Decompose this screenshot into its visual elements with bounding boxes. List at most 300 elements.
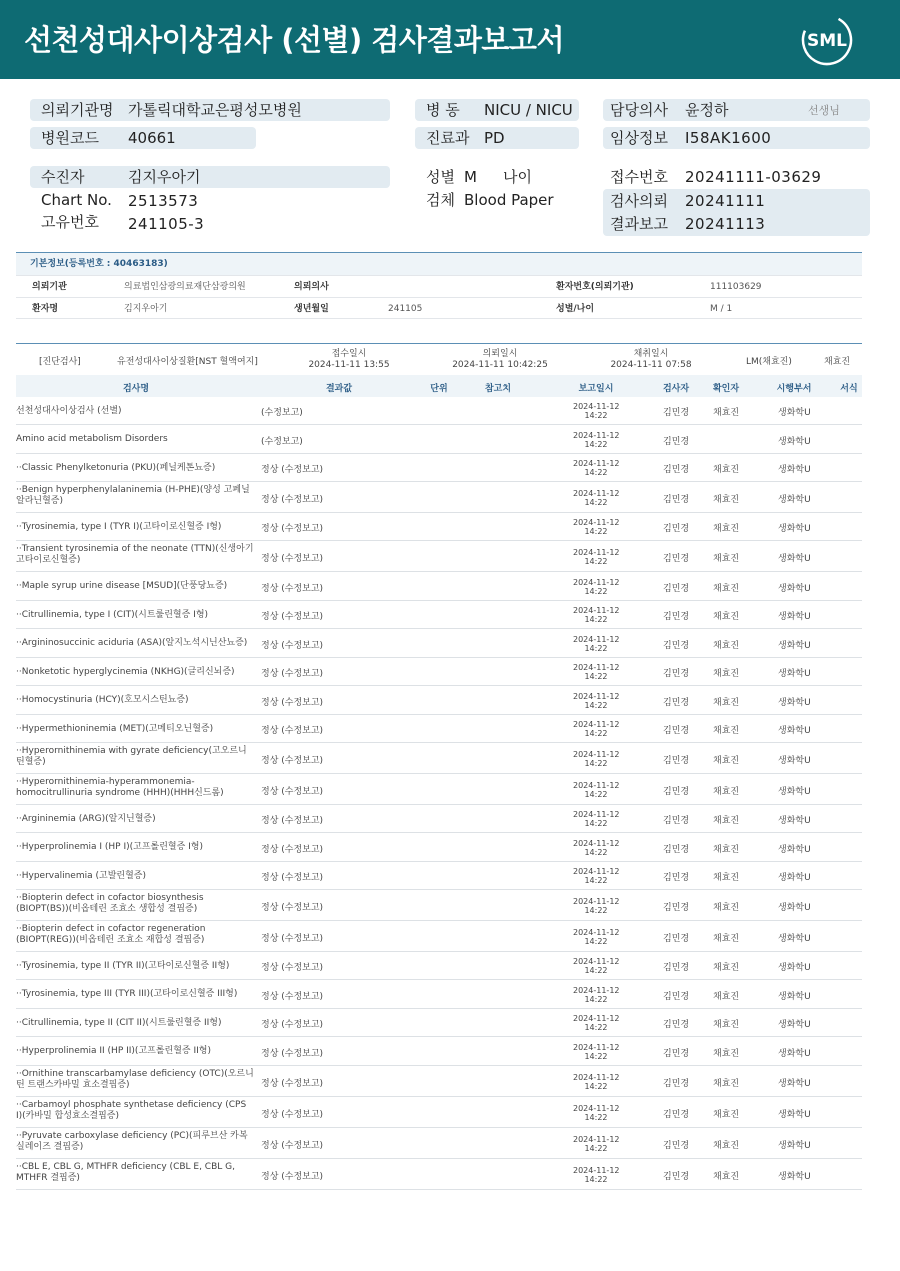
- cell-result: 정상 (수정보고): [261, 726, 324, 736]
- unique-label: 고유번호: [41, 213, 99, 231]
- basic-patno-value: 111103629: [710, 282, 762, 292]
- cell-department: 생화학U: [778, 697, 811, 708]
- cell-department: 생화학U: [778, 408, 811, 418]
- cell-tester: 김민경: [663, 697, 690, 708]
- cell-tester: 김민경: [663, 902, 690, 913]
- cell-test-name: ··Citrullinemia, type II (CIT II)(시트룰린혈증 II형): [16, 1018, 222, 1028]
- report-time: 14:22: [584, 556, 608, 566]
- cell-report-date: [573, 1073, 619, 1091]
- cell-confirmer: 채효진: [713, 640, 740, 651]
- reporter-value: 채효진: [824, 357, 851, 367]
- cell-confirmer: 채효진: [713, 873, 740, 883]
- cell-result: 정상 (수정보고): [261, 465, 324, 475]
- cell-test-name: ··Biopterin defect in cofactor regeneration (BIOPT(REG))(비옵테린 조효소 재합성 결핍증): [16, 924, 206, 945]
- report-time: 14:22: [584, 905, 608, 915]
- cell-confirmer: 채효진: [713, 1171, 740, 1182]
- report-date: 2024-11-12: [573, 430, 620, 440]
- table-row: [16, 629, 862, 658]
- report-date: 2024-11-12: [573, 634, 620, 644]
- table-row: [16, 1159, 862, 1190]
- cell-confirmer: 채효진: [713, 755, 740, 766]
- report-date: 2024-11-12: [573, 838, 620, 848]
- report-time: 14:22: [584, 819, 608, 828]
- cell-department: 생화학U: [778, 612, 811, 622]
- cell-report-date: [573, 548, 619, 566]
- cell-result: 정상 (수정보고): [261, 991, 324, 1002]
- cell-tester: 김민경: [663, 408, 690, 418]
- cell-department: 생화학U: [778, 583, 811, 594]
- cell-tester: 김민경: [663, 786, 690, 797]
- cell-department: 생화학U: [778, 816, 811, 826]
- cell-test-name: ··Hyperprolinemia I (HP I)(고프롤린혈증 I형): [16, 842, 204, 852]
- hospital-code-value: 40661: [128, 129, 176, 147]
- basic-name-value: 김지우아기: [124, 304, 168, 314]
- cell-result: (수정보고): [261, 408, 303, 418]
- cell-tester: 김민경: [663, 816, 690, 826]
- cell-tester: 김민경: [663, 494, 690, 505]
- cell-confirmer: 채효진: [713, 697, 740, 708]
- cell-tester: 김민경: [663, 436, 690, 447]
- receipt-value: 20241111-03629: [685, 168, 822, 186]
- table-row: [16, 1128, 862, 1159]
- cell-department: 생화학U: [778, 873, 811, 883]
- cell-department: 생화학U: [778, 786, 811, 797]
- cell-department: 생화학U: [778, 902, 811, 913]
- col-test-name: 검사명: [122, 384, 150, 394]
- cell-test-name: ··Homocystinuria (HCY)(호모시스틴뇨증): [16, 695, 189, 705]
- report-date: 2024-11-12: [573, 985, 620, 995]
- table-row: [16, 541, 862, 572]
- cell-tester: 김민경: [663, 1171, 690, 1182]
- cell-result: 정상 (수정보고): [261, 786, 324, 797]
- report-time: 14:22: [584, 527, 608, 536]
- cell-tester: 김민경: [663, 1020, 690, 1030]
- cell-department: 생화학U: [778, 1078, 811, 1089]
- table-row: [16, 952, 862, 980]
- table-row: [16, 1097, 862, 1128]
- cell-test-name: ··Nonketotic hyperglycinemia (NKHG)(글리신뇌증): [16, 667, 235, 677]
- cell-confirmer: 채효진: [713, 1140, 740, 1151]
- cell-result: 정상 (수정보고): [261, 524, 324, 534]
- cell-result: 정상 (수정보고): [261, 816, 324, 826]
- cell-test-name: ··Hyperornithinemia with gyrate deficiency(고오르니틴혈증): [16, 746, 247, 767]
- cell-report-date: [573, 750, 619, 768]
- report-time: 14:22: [584, 758, 608, 768]
- report-time: 14:22: [584, 700, 608, 710]
- report-title: 선천성대사이상검사 (선별) 검사결과보고서: [24, 23, 564, 57]
- cell-result: 정상 (수정보고): [261, 1109, 324, 1120]
- table-row: [16, 397, 862, 425]
- cell-confirmer: 채효진: [713, 933, 740, 944]
- results-table-header: [16, 375, 862, 397]
- cell-result: 정상 (수정보고): [261, 844, 324, 855]
- cell-report-date: [573, 459, 619, 477]
- cell-test-name: ··Hyperornithinemia-hyperammonemia-homocitrullinuria syndrome (HHH)(HHH신드롬): [16, 777, 224, 798]
- report-date: 2024-11-12: [573, 1042, 620, 1052]
- sml-logo: [800, 13, 854, 67]
- report-time: 14:22: [584, 1023, 608, 1032]
- report-header: [0, 0, 900, 79]
- diag-label: [진단검사]: [39, 357, 81, 367]
- cell-department: 생화학U: [778, 1109, 811, 1120]
- cell-tester: 김민경: [663, 991, 690, 1002]
- cell-report-date: [573, 1166, 619, 1184]
- cell-tester: 김민경: [663, 873, 690, 883]
- cell-result: 정상 (수정보고): [261, 933, 324, 944]
- cell-tester: 김민경: [663, 612, 690, 622]
- cell-confirmer: 채효진: [713, 553, 740, 564]
- table-row: [16, 601, 862, 629]
- cell-confirmer: 채효진: [713, 1020, 740, 1030]
- cell-report-date: [573, 1135, 619, 1153]
- requested-label: 의뢰일시: [482, 349, 518, 359]
- report-date: 2024-11-12: [573, 606, 620, 615]
- cell-test-name: ··Hypervalinemia (고발린혈증): [16, 871, 146, 881]
- cell-tester: 김민경: [663, 669, 690, 679]
- report-date: 2024-11-12: [573, 720, 620, 729]
- report-time: 14:22: [584, 847, 608, 857]
- basic-info-table: [16, 252, 862, 319]
- cell-tester: 김민경: [663, 755, 690, 766]
- basic-info-title: 기본정보(등록번호 : 40463183): [16, 253, 862, 275]
- cell-confirmer: 채효진: [713, 1109, 740, 1120]
- chart-label: Chart No.: [41, 191, 112, 209]
- table-row: [16, 980, 862, 1009]
- clinical-label: 임상정보: [610, 129, 668, 147]
- cell-department: 생화학U: [778, 1171, 811, 1182]
- cell-report-date: [573, 663, 619, 681]
- cell-test-name: ··Tyrosinemia, type II (TYR II)(고타이로신혈증 II형): [16, 961, 230, 971]
- cell-confirmer: 채효진: [713, 612, 740, 622]
- cell-tester: 김민경: [663, 553, 690, 564]
- table-row: [16, 743, 862, 774]
- col-report-date: 보고일시: [578, 384, 614, 394]
- cell-test-name: ··Classic Phenylketonuria (PKU)(페닐케톤뇨증): [16, 463, 216, 473]
- table-row: [16, 921, 862, 952]
- cell-confirmer: 채효진: [713, 1078, 740, 1089]
- report-date: 2024-11-12: [573, 1072, 620, 1082]
- cell-result: 정상 (수정보고): [261, 963, 324, 973]
- received-label: 접수일시: [331, 349, 367, 359]
- cell-report-date: [573, 867, 619, 885]
- cell-tester: 김민경: [663, 465, 690, 475]
- report-time: 14:22: [584, 789, 608, 799]
- report-time: 14:22: [584, 1051, 608, 1061]
- age-label: 나이: [503, 168, 532, 186]
- cell-result: 정상 (수정보고): [261, 553, 324, 564]
- cell-report-date: [573, 635, 619, 653]
- request-label: 검사의뢰: [610, 192, 668, 210]
- hospital-code-label: 병원코드: [41, 129, 99, 147]
- cell-result: 정상 (수정보고): [261, 669, 324, 679]
- collected-label: 채취일시: [633, 349, 669, 359]
- table-row: [16, 513, 862, 541]
- report-date: 2024-11-12: [573, 927, 620, 937]
- cell-report-date: [573, 1043, 619, 1061]
- cell-confirmer: 채효진: [713, 786, 740, 797]
- cell-department: 생화학U: [778, 991, 811, 1002]
- report-time: 14:22: [584, 729, 608, 738]
- basic-sexage-label: 성별/나이: [556, 304, 595, 314]
- table-row: [16, 805, 862, 833]
- report-time: 14:22: [584, 615, 608, 624]
- report-date: 2024-11-12: [573, 780, 620, 790]
- report-date: 2024-11-12: [573, 402, 620, 411]
- cell-tester: 김민경: [663, 1140, 690, 1151]
- report-time: 14:22: [584, 439, 608, 449]
- doctor-label: 담당의사: [610, 101, 668, 119]
- cell-report-date: [573, 578, 619, 596]
- cell-test-name: ··CBL E, CBL G, MTHFR deficiency (CBL E, CBL G, MTHFR 결핍증): [16, 1162, 235, 1183]
- cell-department: 생화학U: [778, 726, 811, 736]
- cell-department: 생화학U: [778, 755, 811, 766]
- cell-result: 정상 (수정보고): [261, 1020, 324, 1030]
- cell-confirmer: 채효진: [713, 963, 740, 973]
- report-date: 2024-11-12: [573, 577, 620, 587]
- cell-result: 정상 (수정보고): [261, 902, 324, 913]
- basic-inst-value: 의료법인삼광의료재단삼광의원: [124, 282, 246, 292]
- cell-report-date: [573, 839, 619, 857]
- report-value: 20241113: [685, 215, 766, 233]
- table-row: [16, 715, 862, 743]
- cell-confirmer: 채효진: [713, 524, 740, 534]
- report-date: 2024-11-12: [573, 518, 620, 527]
- report-time: 14:22: [584, 1112, 608, 1122]
- cell-department: 생화학U: [778, 1048, 811, 1059]
- received-block: [306, 349, 392, 371]
- table-row: [16, 774, 862, 805]
- cell-report-date: [573, 518, 619, 536]
- cell-report-date: [573, 1014, 619, 1032]
- chart-value: 2513573: [128, 192, 199, 210]
- doctor-suffix: 선생님: [808, 104, 840, 117]
- specimen-value: Blood Paper: [464, 191, 554, 209]
- col-tester: 검사자: [662, 384, 690, 394]
- diag-value: 유전성대사이상질환[NST 혈액여지]: [117, 357, 258, 367]
- cell-department: 생화학U: [778, 963, 811, 973]
- report-time: 14:22: [584, 936, 608, 946]
- patient-value: 김지우아기: [128, 168, 201, 186]
- report-time: 14:22: [584, 672, 608, 681]
- report-time: 14:22: [584, 643, 608, 653]
- report-date: 2024-11-12: [573, 810, 620, 819]
- cell-test-name: Amino acid metabolism Disorders: [16, 434, 168, 444]
- cell-test-name: ··Pyruvate carboxylase deficiency (PC)(피루브산 카복실레이즈 결핍증): [16, 1131, 248, 1152]
- basic-inst-label: 의뢰기관: [32, 282, 67, 292]
- ward-value: NICU / NICU: [484, 101, 573, 119]
- cell-report-date: [573, 489, 619, 507]
- cell-tester: 김민경: [663, 1109, 690, 1120]
- patient-label: 수진자: [41, 168, 85, 186]
- cell-result: 정상 (수정보고): [261, 583, 324, 594]
- cell-test-name: ··Citrullinemia, type I (CIT)(시트룰린혈증 I형): [16, 610, 209, 620]
- cell-test-name: ··Carbamoyl phosphate synthetase deficiency (CPS I)(카바밀 합성효소결핍증): [16, 1100, 247, 1121]
- cell-report-date: [573, 606, 619, 624]
- cell-result: 정상 (수정보고): [261, 873, 324, 883]
- cell-report-date: [573, 692, 619, 710]
- table-row: [16, 686, 862, 715]
- cell-tester: 김민경: [663, 963, 690, 973]
- report-date: 2024-11-12: [573, 1014, 620, 1023]
- cell-test-name: ··Argininosuccinic aciduria (ASA)(알지노석시닌산뇨증): [16, 638, 248, 648]
- report-date: 2024-11-12: [573, 547, 620, 557]
- cell-department: 생화학U: [778, 640, 811, 651]
- cell-confirmer: 채효진: [713, 726, 740, 736]
- cell-confirmer: 채효진: [713, 669, 740, 679]
- report-date: 2024-11-12: [573, 691, 620, 701]
- cell-department: 생화학U: [778, 1020, 811, 1030]
- report-date: 2024-11-12: [573, 488, 620, 498]
- cell-confirmer: 채효진: [713, 844, 740, 855]
- report-date: 2024-11-12: [573, 1134, 620, 1144]
- clinical-value: I58AK1600: [685, 129, 772, 147]
- cell-tester: 김민경: [663, 1048, 690, 1059]
- cell-test-name: ··Maple syrup urine disease [MSUD](단풍당뇨증): [16, 581, 228, 591]
- table-row: [16, 1037, 862, 1066]
- collected-block: [608, 349, 694, 371]
- requested-value: 2024-11-11 10:42:25: [452, 360, 548, 370]
- department-value: PD: [484, 129, 505, 147]
- lm-value: LM(채효진): [746, 357, 792, 367]
- basic-name-label: 환자명: [32, 304, 59, 314]
- cell-department: 생화학U: [778, 494, 811, 505]
- col-unit: 단위: [430, 384, 448, 394]
- cell-department: 생화학U: [778, 553, 811, 564]
- cell-result: 정상 (수정보고): [261, 755, 324, 766]
- table-row: [16, 862, 862, 890]
- ward-label: 병 동: [426, 101, 460, 119]
- col-form: 서식: [840, 384, 858, 394]
- col-department: 시행부서: [776, 384, 812, 394]
- received-value: 2024-11-11 13:55: [308, 360, 390, 370]
- cell-confirmer: 채효진: [713, 494, 740, 505]
- cell-department: 생화학U: [778, 669, 811, 679]
- cell-test-name: ··Hyperprolinemia II (HP II)(고프롤린혈증 II형): [16, 1046, 211, 1056]
- table-row: [16, 890, 862, 921]
- report-date: 2024-11-12: [573, 1103, 620, 1113]
- cell-confirmer: 채효진: [713, 991, 740, 1002]
- institution-value: 가톨릭대학교은평성모병원: [128, 101, 302, 119]
- report-time: 14:22: [584, 586, 608, 596]
- cell-confirmer: 채효진: [713, 465, 740, 475]
- basic-doctor-label: 의뢰의사: [294, 282, 329, 292]
- sex-label: 성별: [426, 168, 455, 186]
- col-confirmer: 확인자: [712, 384, 740, 394]
- request-value: 20241111: [685, 192, 766, 210]
- report-date: 2024-11-12: [573, 867, 620, 876]
- cell-department: 생화학U: [778, 524, 811, 534]
- cell-report-date: [573, 986, 619, 1004]
- cell-result: (수정보고): [261, 436, 303, 447]
- cell-result: 정상 (수정보고): [261, 612, 324, 622]
- cell-tester: 김민경: [663, 524, 690, 534]
- report-time: 14:22: [584, 966, 608, 975]
- cell-report-date: [573, 810, 619, 828]
- col-result: 결과값: [325, 384, 353, 394]
- svg-text:SML: SML: [807, 31, 847, 51]
- table-row: [16, 1066, 862, 1097]
- cell-report-date: [573, 1104, 619, 1122]
- report-time: 14:22: [584, 411, 608, 420]
- cell-tester: 김민경: [663, 933, 690, 944]
- basic-info-row: [16, 297, 862, 319]
- cell-test-name: ··Transient tyrosinemia of the neonate (TTN)(신생아기 고타이로신혈증): [16, 544, 254, 565]
- cell-test-name: ··Ornithine transcarbamylase deficiency (OTC)(오르니틴 트랜스카바밀 효소결핍증): [16, 1069, 254, 1090]
- report-date: 2024-11-12: [573, 896, 620, 906]
- basic-patno-label: 환자번호(의뢰기관): [556, 282, 634, 292]
- cell-result: 정상 (수정보고): [261, 1078, 324, 1089]
- cell-test-name: ··Benign hyperphenylalaninemia (H-PHE)(양성 고페닐알라닌혈증): [16, 485, 250, 506]
- table-row: [16, 454, 862, 482]
- cell-report-date: [573, 897, 619, 915]
- cell-test-name: ··Biopterin defect in cofactor biosynthesis (BIOPT(BS))(비옵테린 조효소 생합성 결핍증): [16, 893, 204, 914]
- institution-label: 의뢰기관명: [41, 101, 114, 119]
- table-row: [16, 833, 862, 862]
- cell-confirmer: 채효진: [713, 902, 740, 913]
- cell-department: 생화학U: [778, 1140, 811, 1151]
- collected-value: 2024-11-11 07:58: [610, 360, 692, 370]
- receipt-label: 접수번호: [610, 168, 668, 186]
- table-row: [16, 572, 862, 601]
- table-row: [16, 482, 862, 513]
- cell-report-date: [573, 928, 619, 946]
- cell-test-name: ··Tyrosinemia, type III (TYR III)(고타이로신혈증 III형): [16, 989, 238, 999]
- specimen-label: 검체: [426, 191, 455, 209]
- cell-report-date: [573, 781, 619, 799]
- cell-report-date: [573, 402, 619, 420]
- cell-result: 정상 (수정보고): [261, 640, 324, 651]
- cell-tester: 김민경: [663, 844, 690, 855]
- basic-birth-value: 241105: [388, 304, 423, 314]
- cell-result: 정상 (수정보고): [261, 697, 324, 708]
- report-time: 14:22: [584, 1081, 608, 1091]
- cell-confirmer: 채효진: [713, 816, 740, 826]
- basic-birth-label: 생년월일: [294, 304, 329, 314]
- report-time: 14:22: [584, 497, 608, 507]
- cell-report-date: [573, 431, 619, 449]
- basic-info-row: [16, 275, 862, 297]
- report-time: 14:22: [584, 1143, 608, 1153]
- cell-department: 생화학U: [778, 933, 811, 944]
- cell-report-date: [573, 957, 619, 975]
- cell-confirmer: 채효진: [713, 1048, 740, 1059]
- cell-tester: 김민경: [663, 583, 690, 594]
- cell-result: 정상 (수정보고): [261, 1140, 324, 1151]
- report-date: 2024-11-12: [573, 1165, 620, 1175]
- report-time: 14:22: [584, 468, 608, 477]
- cell-test-name: ··Argininemia (ARG)(알지닌혈증): [16, 814, 156, 824]
- sex-value: M: [464, 168, 477, 186]
- table-row: [16, 1009, 862, 1037]
- unique-value: 241105-3: [128, 215, 205, 233]
- cell-tester: 김민경: [663, 726, 690, 736]
- cell-department: 생화학U: [778, 436, 811, 447]
- table-row: [16, 658, 862, 686]
- order-summary: [16, 343, 862, 374]
- col-reference: 참고치: [484, 384, 512, 394]
- report-date: 2024-11-12: [573, 459, 620, 468]
- doctor-value: 윤정하: [685, 101, 729, 119]
- cell-test-name: ··Tyrosinemia, type I (TYR I)(고타이로신혈증 I형): [16, 522, 222, 532]
- cell-confirmer: 채효진: [713, 583, 740, 594]
- cell-report-date: [573, 720, 619, 738]
- cell-confirmer: 채효진: [713, 408, 740, 418]
- report-date: 2024-11-12: [573, 663, 620, 672]
- table-row: [16, 425, 862, 454]
- department-label: 진료과: [426, 129, 470, 147]
- report-time: 14:22: [584, 876, 608, 885]
- report-label: 결과보고: [610, 215, 668, 233]
